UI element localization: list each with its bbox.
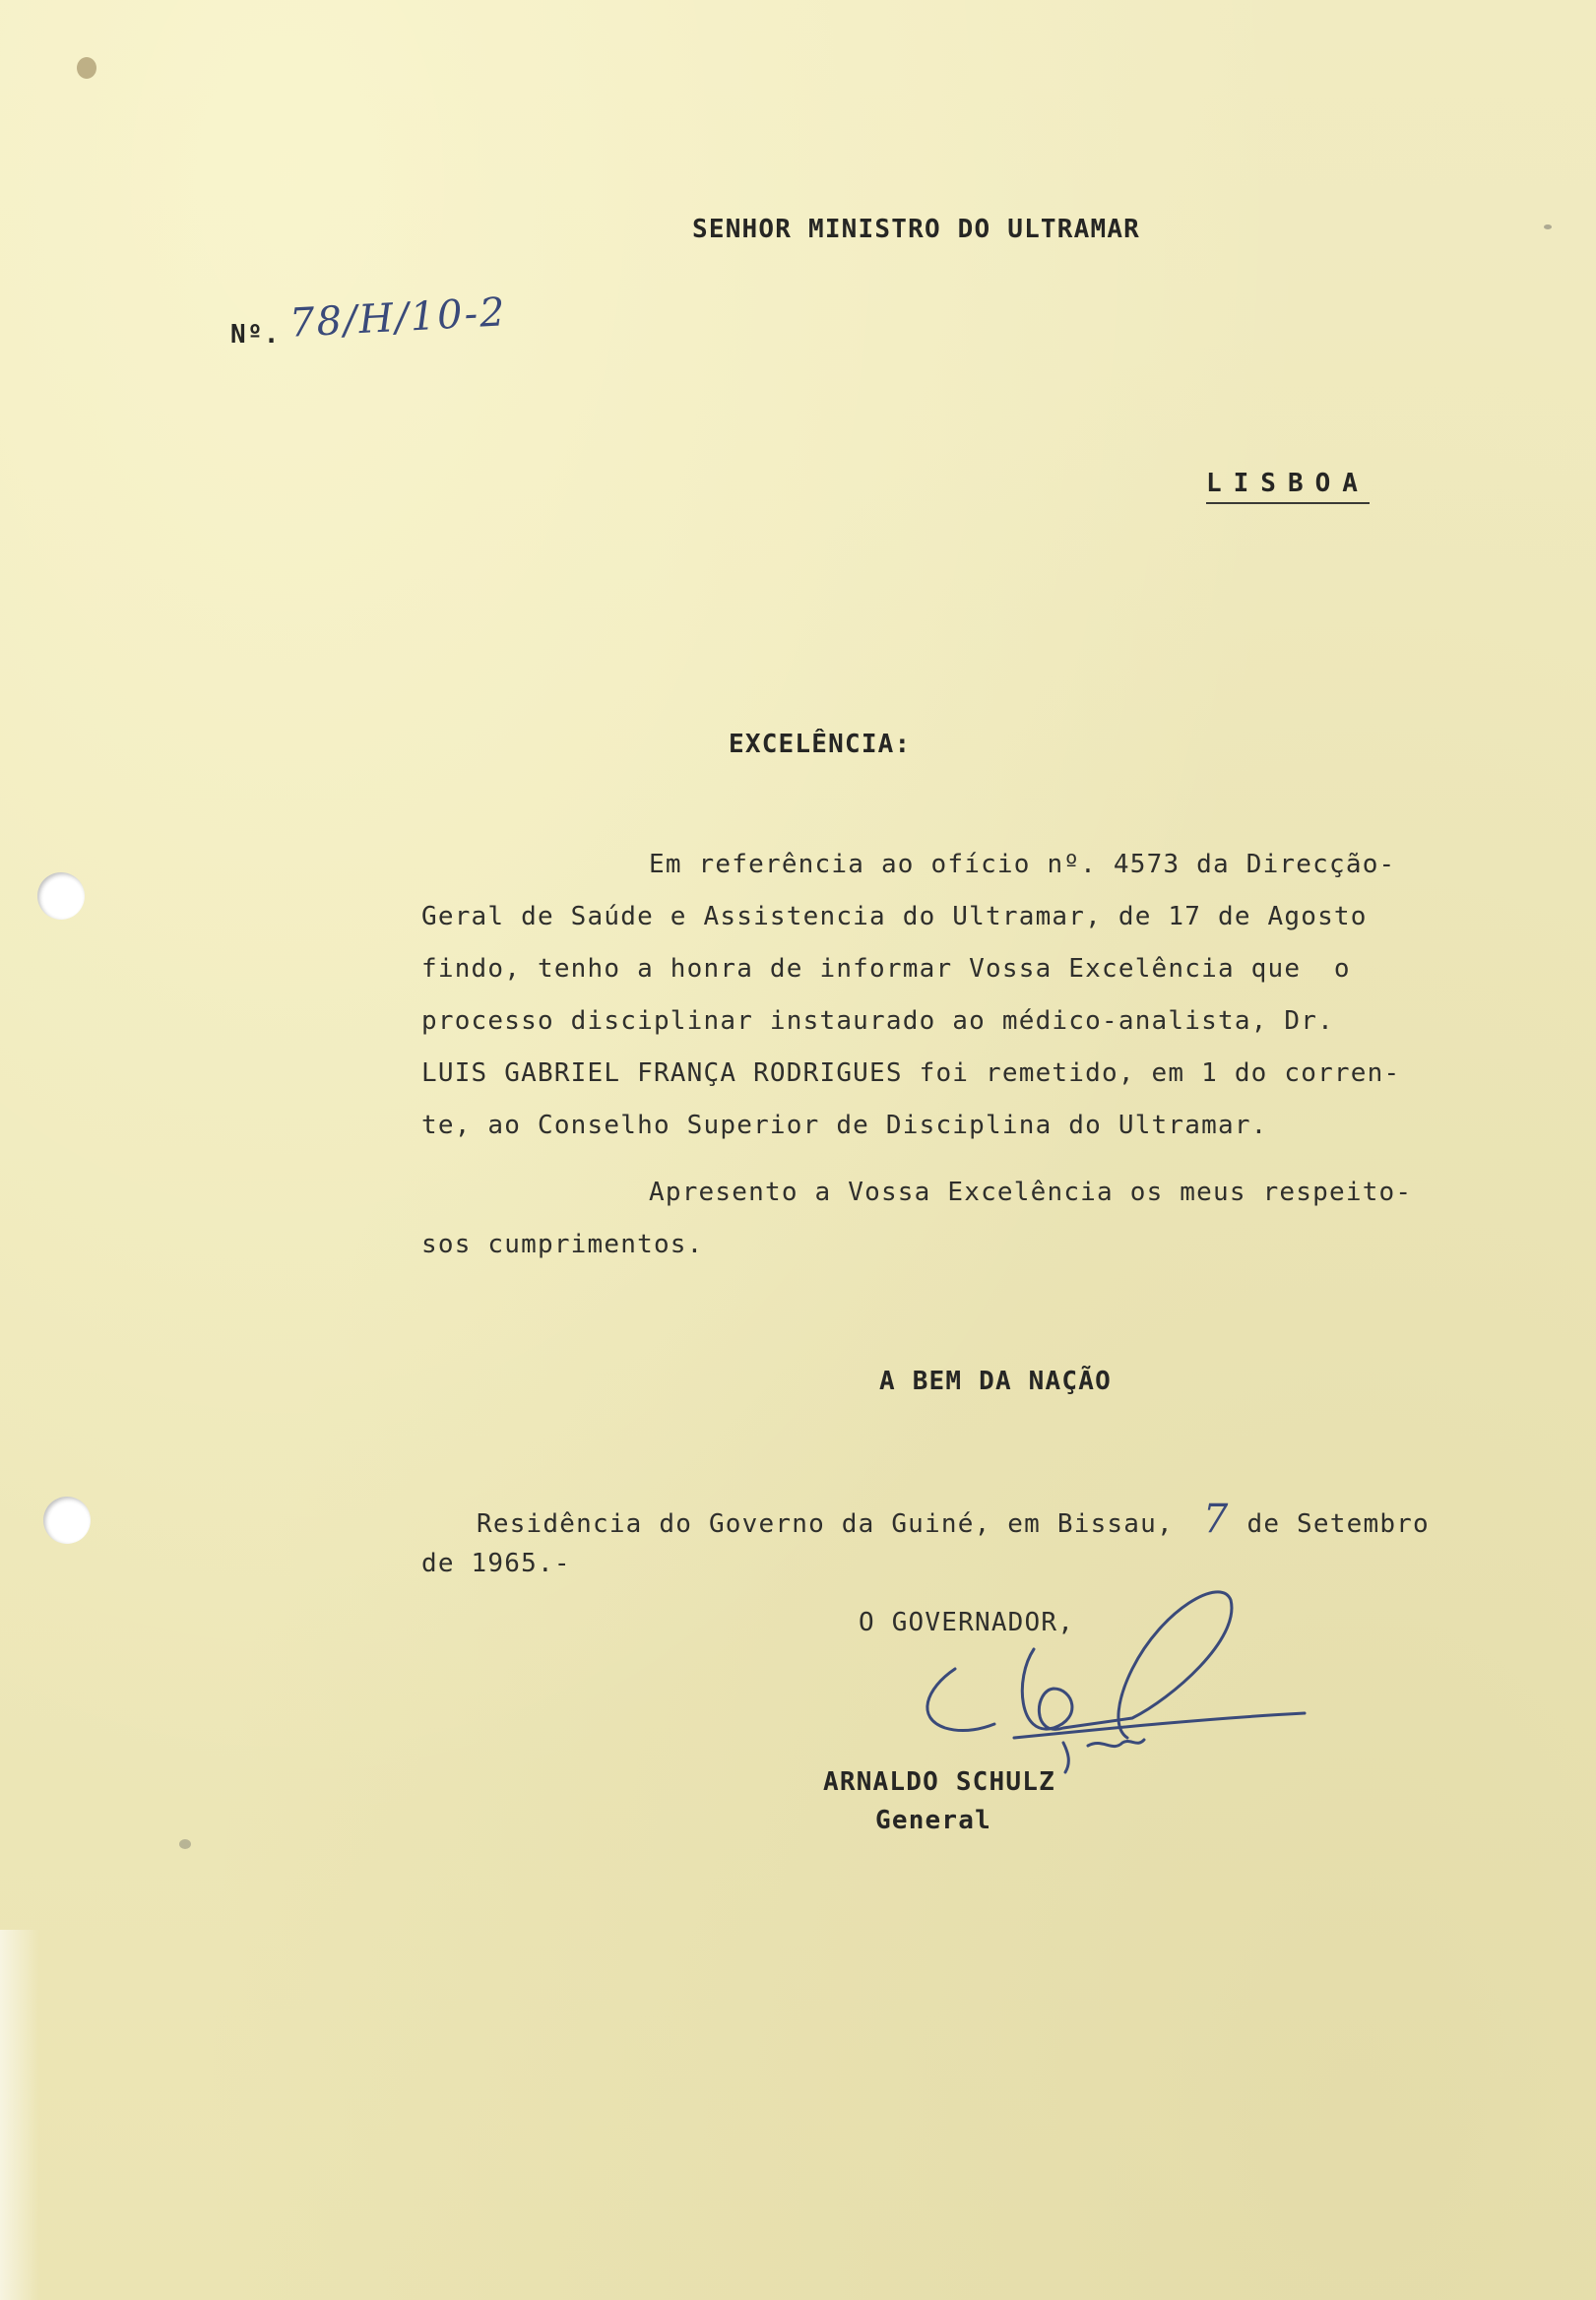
date-day-handwritten: 7 bbox=[1202, 1497, 1230, 1542]
city: LISBOA bbox=[1206, 469, 1370, 504]
salutation: EXCELÊNCIA: bbox=[729, 730, 912, 759]
handwritten-signature bbox=[916, 1580, 1329, 1777]
reference-label: Nº. bbox=[230, 320, 281, 350]
date-month: de Setembro bbox=[1246, 1509, 1430, 1539]
punch-hole bbox=[37, 872, 85, 920]
ink-stain bbox=[1544, 224, 1552, 229]
body-line: processo disciplinar instaurado ao médico-analista, Dr. bbox=[421, 1006, 1334, 1036]
signer-rank: General bbox=[875, 1806, 991, 1835]
body-line: Em referência ao ofício nº. 4573 da Direcção- bbox=[649, 850, 1396, 879]
addressee: SENHOR MINISTRO DO ULTRAMAR bbox=[692, 215, 1141, 244]
body-line: sos cumprimentos. bbox=[421, 1230, 704, 1259]
body-line: Geral de Saúde e Assistencia do Ultramar, de 17 de Agosto bbox=[421, 902, 1368, 931]
signer-name: ARNALDO SCHULZ bbox=[823, 1767, 1055, 1797]
place-date-line bbox=[477, 1497, 1430, 1542]
date-year-line: de 1965.- bbox=[421, 1549, 571, 1578]
body-line: findo, tenho a honra de informar Vossa Excelência que o bbox=[421, 954, 1351, 984]
closing-formula: A BEM DA NAÇÃO bbox=[879, 1367, 1112, 1396]
place-text: Residência do Governo da Guiné, em Bissau, bbox=[477, 1509, 1174, 1539]
punch-hole bbox=[43, 1497, 91, 1544]
body-line: Apresento a Vossa Excelência os meus respeito- bbox=[649, 1178, 1413, 1207]
body-line: te, ao Conselho Superior de Disciplina do Ultramar. bbox=[421, 1111, 1268, 1140]
paper-edge bbox=[0, 1930, 39, 2300]
signer-title: O GOVERNADOR, bbox=[859, 1608, 1075, 1637]
body-line: LUIS GABRIEL FRANÇA RODRIGUES foi remetido, em 1 do corren- bbox=[421, 1058, 1401, 1088]
ink-stain bbox=[77, 57, 96, 79]
reference-number-handwritten: 78/H/10-2 bbox=[287, 289, 508, 347]
ink-stain bbox=[179, 1839, 191, 1849]
